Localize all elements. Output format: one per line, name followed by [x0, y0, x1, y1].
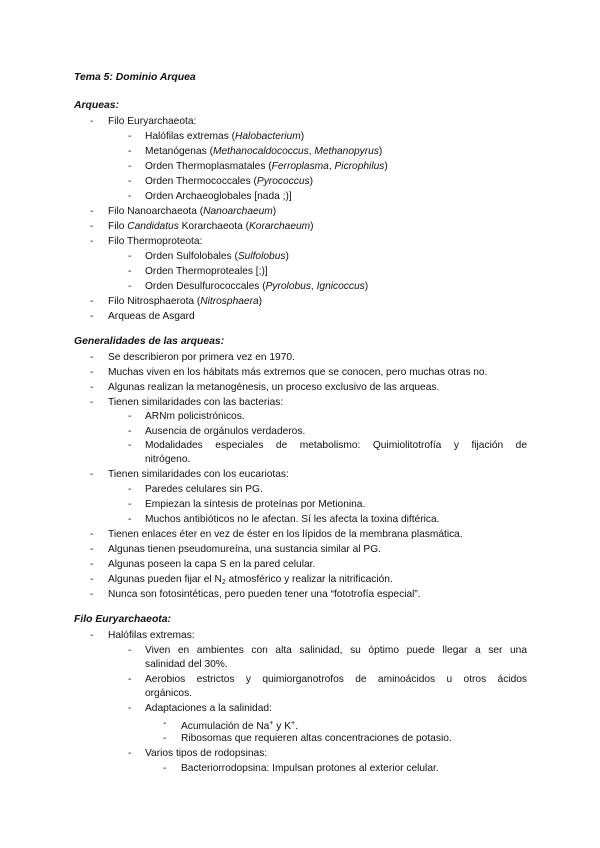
bullet-dash: -: [90, 236, 94, 247]
list-item-text: Bacteriorrodopsina: Impulsan protones al exterior celular.: [181, 763, 439, 774]
bullet-dash: -: [90, 630, 94, 641]
bullet-dash: -: [128, 131, 132, 142]
bullet-dash: -: [128, 645, 132, 656]
list-item-text: Tienen similaridades con los eucariotas:: [108, 469, 289, 480]
list-item-text: Nunca son fotosintéticas, pero pueden tener una “fototrofía especial”.: [108, 589, 421, 600]
bullet-dash: -: [90, 296, 94, 307]
list-item-text: Halófilas extremas (Halobacterium): [145, 131, 305, 142]
bullet-dash: -: [90, 529, 94, 540]
list-item-text: Algunas pueden fijar el $N_2$ atmosférico y realizar la nitrificación.: [108, 574, 393, 586]
list-item-text: Orden Sulfolobales (Sulfolobus): [145, 251, 289, 262]
bullet-dash: -: [163, 763, 167, 774]
list-item-text: Filo Thermoproteota:: [108, 236, 203, 247]
list-item-text: Filo Nitrosphaerota (Nitrosphaera): [108, 296, 263, 307]
bullet-dash: -: [128, 161, 132, 172]
list-item-text: orgánicos.: [145, 688, 193, 699]
bullet-dash: -: [163, 718, 167, 729]
bullet-dash: -: [128, 146, 132, 157]
list-item-text: Filo Euryarchaeota:: [108, 116, 197, 127]
list-item-text: Orden Thermoproteales [;)]: [145, 266, 268, 277]
document-title: Tema 5: Dominio Arquea: [74, 72, 196, 83]
bullet-dash: -: [128, 176, 132, 187]
bullet-dash: -: [128, 266, 132, 277]
bullet-dash: -: [128, 440, 132, 451]
list-item-text: Muchas viven en los hábitats más extremos que se conocen, pero muchas otras no.: [108, 367, 488, 378]
list-item-text: Tienen enlaces éter en vez de éster en los lípidos de la membrana plasmática.: [108, 529, 463, 540]
section-heading-filo-euryarchaeota: Filo Euryarchaeota:: [74, 614, 172, 625]
bullet-dash: -: [90, 574, 94, 585]
list-item-text: Varios tipos de rodopsinas:: [145, 748, 268, 759]
list-item-text: Halófilas extremas:: [108, 630, 195, 641]
list-item-text: Filo Candidatus Korarchaeota (Korarchaeum): [108, 221, 314, 232]
list-item-text: Orden Desulfurococcales (Pyrolobus, Ignicoccus): [145, 281, 369, 292]
list-item-text: Se describieron por primera vez en 1970.: [108, 352, 295, 363]
list-item-text: Modalidades especiales de metabolismo: Quimiolitotrofía y fijación de: [145, 440, 527, 451]
list-item-text: Algunas poseen la capa S en la pared celular.: [108, 559, 316, 570]
bullet-dash: -: [90, 397, 94, 408]
bullet-dash: -: [163, 733, 167, 744]
bullet-dash: -: [90, 311, 94, 322]
list-item-text: Paredes celulares sin PG.: [145, 484, 263, 495]
bullet-dash: -: [128, 191, 132, 202]
list-item-text: Filo Nanoarchaeota (Nanoarchaeum): [108, 206, 277, 217]
list-item-text: Orden Thermococcales (Pyrococcus): [145, 176, 313, 187]
section-heading-generalidades: Generalidades de las arqueas:: [74, 336, 225, 347]
list-item-text: Ausencia de orgánulos verdaderos.: [145, 426, 306, 437]
bullet-dash: -: [128, 426, 132, 437]
list-item-text: Muchos antibióticos no le afectan. Sí les afecta la toxina diftérica.: [145, 514, 440, 525]
bullet-dash: -: [128, 703, 132, 714]
list-item-text: salinidad del 30%.: [145, 659, 228, 670]
list-item-text: Metanógenas (Methanocaldococcus, Methanopyrus): [145, 146, 383, 157]
list-item-text: ARNm policistrónicos.: [145, 411, 245, 422]
list-item-text: Viven en ambientes con alta salinidad, su óptimo puede llegar a ser una: [145, 645, 527, 656]
bullet-dash: -: [90, 469, 94, 480]
bullet-dash: -: [90, 352, 94, 363]
list-item-text: Arqueas de Asgard: [108, 311, 195, 322]
bullet-dash: -: [128, 514, 132, 525]
list-item-text: Orden Archaeoglobales [nada ;)]: [145, 191, 292, 202]
bullet-dash: -: [128, 251, 132, 262]
section-heading-arqueas: Arqueas:: [74, 100, 120, 111]
list-item-text: nitrógeno.: [145, 454, 191, 465]
bullet-dash: -: [90, 221, 94, 232]
bullet-dash: -: [90, 206, 94, 217]
bullet-dash: -: [128, 674, 132, 685]
list-item-text: Orden Thermoplasmatales (Ferroplasma, Picrophilus): [145, 161, 388, 172]
bullet-dash: -: [128, 484, 132, 495]
bullet-dash: -: [90, 382, 94, 393]
list-item-text: Algunas tienen pseudomureína, una sustancia similar al PG.: [108, 544, 381, 555]
list-item-text: Ribosomas que requieren altas concentraciones de potasio.: [181, 733, 452, 744]
list-item-text: Aerobios estrictos y quimiorganotrofos de aminoácidos u otros ácidos: [145, 674, 527, 685]
bullet-dash: -: [90, 559, 94, 570]
bullet-dash: -: [128, 748, 132, 759]
list-item-text: Tienen similaridades con las bacterias:: [108, 397, 284, 408]
list-item-text: Acumulación de Na+ y K+.: [181, 720, 298, 732]
list-item-text: Adaptaciones a la salinidad:: [145, 703, 272, 714]
bullet-dash: -: [128, 499, 132, 510]
bullet-dash: -: [90, 367, 94, 378]
bullet-dash: -: [90, 544, 94, 555]
bullet-dash: -: [128, 411, 132, 422]
bullet-dash: -: [90, 116, 94, 127]
list-item-text: Algunas realizan la metanogénesis, un proceso exclusivo de las arqueas.: [108, 382, 440, 393]
bullet-dash: -: [128, 281, 132, 292]
bullet-dash: -: [90, 589, 94, 600]
list-item-text: Empiezan la síntesis de proteínas por Metionina.: [145, 499, 366, 510]
